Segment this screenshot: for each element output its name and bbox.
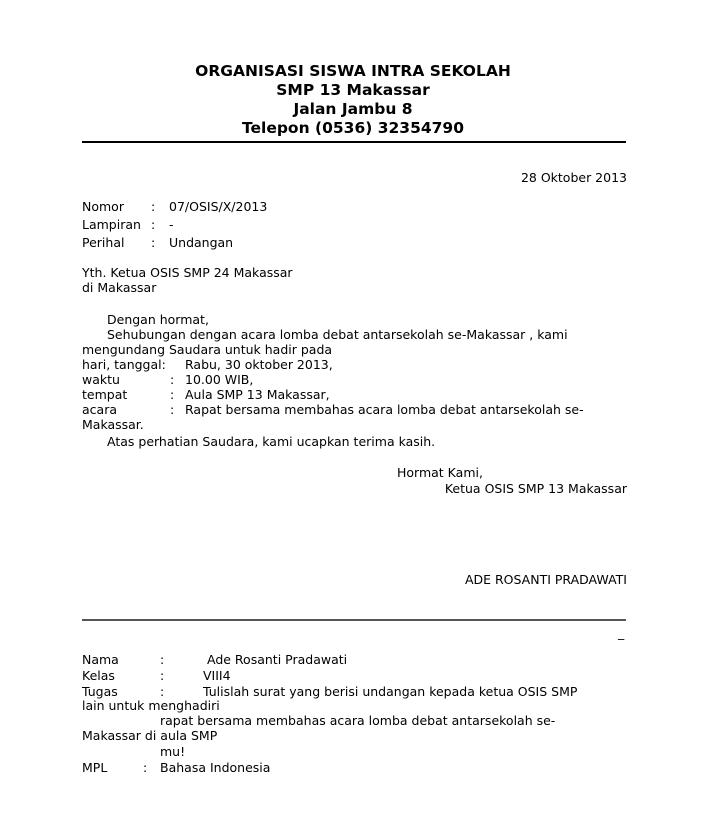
perihal-label: Perihal	[82, 235, 125, 250]
mpl-value: Bahasa Indonesia	[160, 760, 271, 775]
nama-value: Ade Rosanti Pradawati	[207, 652, 348, 667]
regards: Hormat Kami,	[397, 465, 483, 480]
lampiran-colon: :	[151, 217, 156, 232]
acara-value: Rapat bersama membahas acara lomba debat antarsekolah se-	[185, 402, 584, 417]
waktu-label: waktu	[82, 372, 120, 387]
intro-line1: Sehubungan dengan acara lomba debat antarsekolah se-Makassar , kami	[107, 327, 568, 342]
perihal-value: Undangan	[169, 235, 234, 250]
waktu-colon: :	[170, 372, 175, 387]
perihal-colon: :	[151, 235, 156, 250]
divider-mark: _	[618, 625, 625, 640]
signer-name: ADE ROSANTI PRADAWATI	[464, 572, 627, 587]
lampiran-label: Lampiran	[82, 217, 141, 232]
nomor-value: 07/OSIS/X/2013	[169, 199, 268, 214]
recipient-line2: di Makassar	[82, 280, 157, 295]
letterhead-phone: Telepon (0536) 32354790	[241, 119, 464, 137]
mpl-colon: :	[143, 760, 148, 775]
nomor-label: Nomor	[82, 199, 124, 214]
intro-line2: mengundang Saudara untuk hadir pada	[82, 342, 333, 357]
mpl-label: MPL	[82, 760, 108, 775]
tugas-label: Tugas	[82, 684, 118, 699]
greeting: Dengan hormat,	[107, 312, 209, 327]
tempat-value: Aula SMP 13 Makassar,	[185, 387, 330, 402]
tugas-line2: lain untuk menghadiri	[82, 698, 220, 713]
tempat-colon: :	[170, 387, 175, 402]
lampiran-value: -	[169, 217, 174, 232]
acara-label: acara	[82, 402, 117, 417]
kelas-value: VIII4	[203, 668, 231, 683]
letterhead-school: SMP 13 Makassar	[276, 81, 430, 99]
letterhead-address: Jalan Jambu 8	[293, 100, 413, 118]
nomor-colon: :	[151, 199, 156, 214]
nama-label: Nama	[82, 652, 119, 667]
section-divider	[82, 619, 626, 621]
recipient-line1: Yth. Ketua OSIS SMP 24 Makassar	[82, 265, 293, 280]
tugas-colon: :	[160, 684, 165, 699]
letter-date: 28 Oktober 2013	[520, 170, 627, 185]
kelas-colon: :	[160, 668, 165, 683]
tugas-line3: rapat bersama membahas acara lomba debat antarsekolah se-	[160, 713, 556, 728]
tugas-line4: Makassar di aula SMP	[82, 728, 218, 743]
nama-colon: :	[160, 652, 165, 667]
kelas-label: Kelas	[82, 668, 115, 683]
tempat-label: tempat	[82, 387, 128, 402]
closing-sentence: Atas perhatian Saudara, kami ucapkan terima kasih.	[107, 434, 436, 449]
letterhead-rule	[82, 141, 626, 143]
hari-label: hari, tanggal:	[82, 357, 166, 372]
tugas-line5: mu!	[160, 744, 186, 759]
hari-value: Rabu, 30 oktober 2013,	[185, 357, 333, 372]
signer-title: Ketua OSIS SMP 13 Makassar	[444, 481, 627, 496]
tugas-value: Tulislah surat yang berisi undangan kepada ketua OSIS SMP	[203, 684, 578, 699]
acara-colon: :	[170, 402, 175, 417]
waktu-value: 10.00 WIB,	[185, 372, 254, 387]
letterhead-org: ORGANISASI SISWA INTRA SEKOLAH	[195, 62, 511, 80]
acara-continuation: Makassar.	[82, 417, 144, 432]
